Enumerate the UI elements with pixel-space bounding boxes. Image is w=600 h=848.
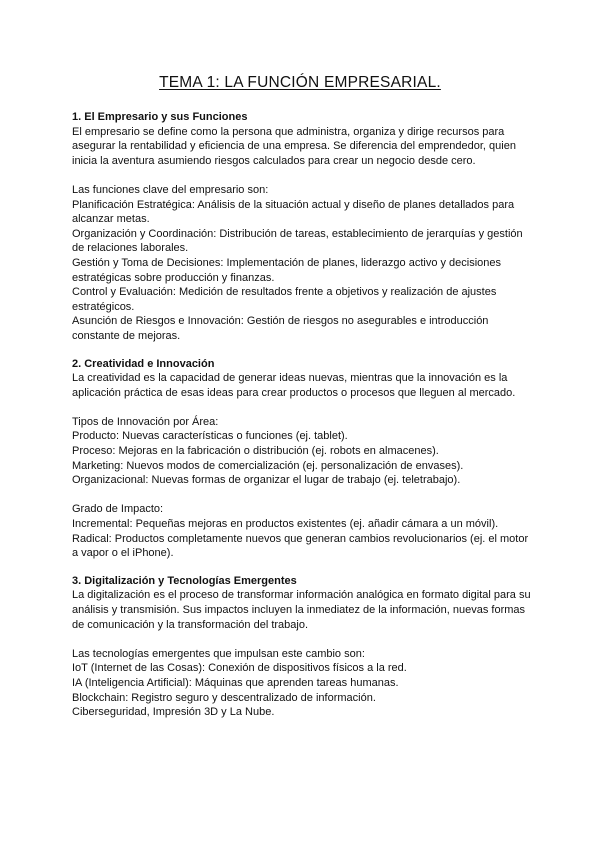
list-item: IoT (Internet de las Cosas): Conexión de dispositivos físicos a la red. [72, 662, 407, 675]
section-3-list-title: Las tecnologías emergentes que impulsan este cambio son: [72, 647, 365, 660]
list-item: IA (Inteligencia Artificial): Máquinas que aprenden tareas humanas. [72, 676, 399, 689]
list-item: Radical: Productos completamente nuevos que generan cambios revolucionarios (ej. el motor a vapor o el iPhone). [72, 532, 529, 560]
section-2-intro: La creatividad es la capacidad de generar ideas nuevas, mientras que la innovación es la aplicación práctica de esas ideas para crear productos o procesos que lleguen al mercado. [72, 372, 516, 399]
list-item: Proceso: Mejoras en la fabricación o distribución (ej. robots en almacenes). [72, 445, 439, 458]
list-item: Blockchain: Registro seguro y descentralizado de información. [72, 691, 376, 704]
section-heading-1: 1. El Empresario y sus Funciones [72, 111, 248, 123]
list-item: Gestión y Toma de Decisiones: Implementación de planes, liderazgo activo y decisiones estratégicas sobre producción y finanzas. [72, 256, 502, 284]
section-2-list-title: Tipos de Innovación por Área: [72, 415, 219, 428]
section-2-list2-title: Grado de Impacto: [72, 503, 164, 516]
section-heading-2: 2. Creatividad e Innovación [72, 357, 215, 370]
document-body [72, 110, 534, 720]
list-item: Producto: Nuevas características o funciones (ej. tablet). [72, 430, 348, 443]
section-heading-3: 3. Digitalización y Tecnologías Emergentes [72, 574, 297, 587]
list-item: Incremental: Pequeñas mejoras en productos existentes (ej. añadir cámara a un móvil). [72, 518, 499, 531]
list-item: Planificación Estratégica: Análisis de la situación actual y diseño de planes detallados para alcanzar metas. [72, 198, 515, 226]
list-item: Control y Evaluación: Medición de resultados frente a objetivos y realización de ajustes estratégicos. [72, 286, 497, 313]
list-item: Asunción de Riesgos e Innovación: Gestión de riesgos no asegurables e introducción constante de mejoras. [72, 315, 489, 342]
page-title: TEMA 1: LA FUNCIÓN EMPRESARIAL. [159, 74, 441, 91]
section-1-intro: El empresario se define como la persona que administra, organiza y dirige recursos para asegurar la rentabilidad y eficiencia de una empresa. Se diferencia del emprendedor, quien inicia la aventura asumiendo riesgos calculados para crear un negocio desde cero. [72, 125, 516, 167]
list-item: Ciberseguridad, Impresión 3D y La Nube. [72, 706, 275, 719]
list-item: Organización y Coordinación: Distribución de tareas, establecimiento de jerarquías y gestión de relaciones laborales. [72, 227, 523, 255]
section-3-intro: La digitalización es el proceso de transformar información analógica en formato digital para su análisis y transmisión. Sus impactos incluyen la inmediatez de la información, nuevas formas de comunicación y la transformación del trabajo. [72, 589, 531, 631]
list-item: Marketing: Nuevos modos de comercialización (ej. personalización de envases). [72, 459, 464, 472]
section-1-list-title: Las funciones clave del empresario son: [72, 183, 269, 196]
list-item: Organizacional: Nuevas formas de organizar el lugar de trabajo (ej. teletrabajo). [72, 474, 461, 487]
